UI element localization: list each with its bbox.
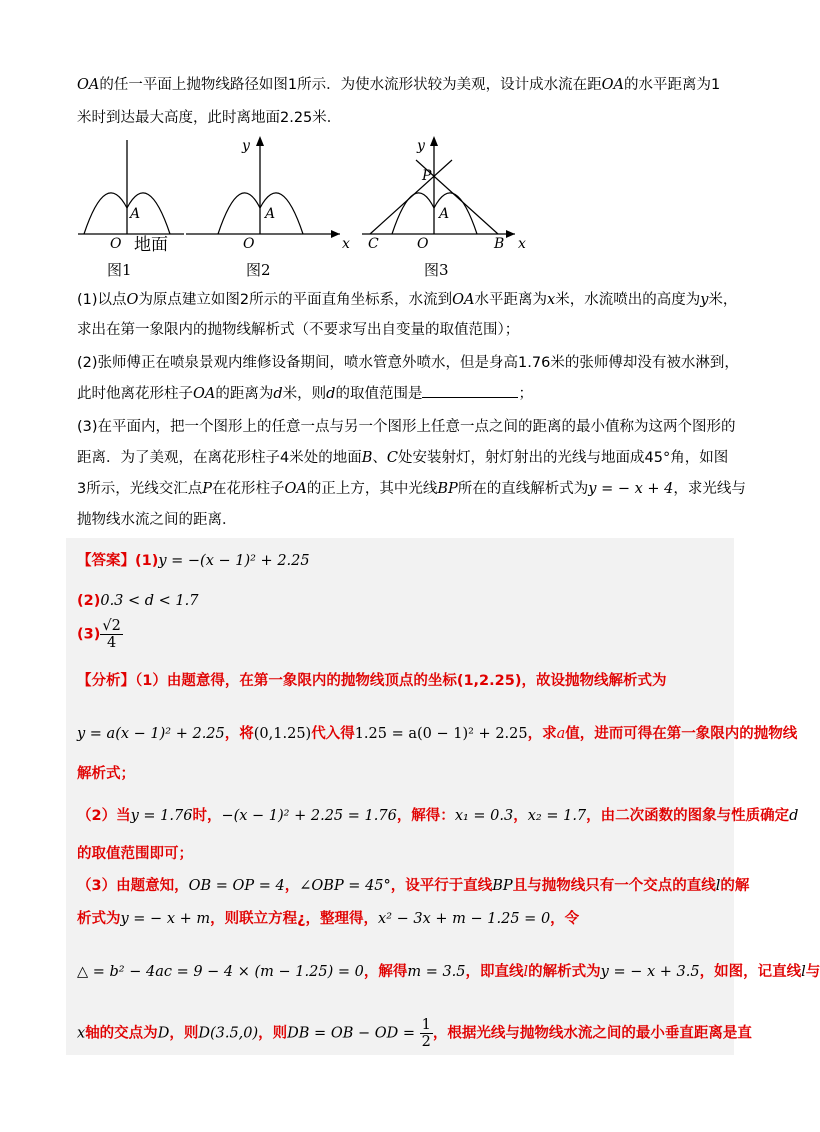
figure-1: [78, 140, 184, 279]
math-OA: OA: [77, 77, 100, 93]
label-O: O: [417, 236, 429, 252]
math: d: [273, 386, 283, 402]
fig3-caption: 图3: [424, 261, 449, 279]
text: ，则: [169, 1025, 199, 1042]
label-y: y: [242, 138, 250, 154]
text: ；: [518, 386, 533, 402]
q1-line-1: [77, 289, 737, 311]
text: ，将: [224, 726, 254, 742]
text: ，根据光线与抛物线水流之间的最小垂直距离是直: [432, 1025, 752, 1042]
math: C: [386, 450, 398, 466]
math: x: [77, 1025, 86, 1042]
text: 3所示，光线交汇点: [77, 481, 203, 497]
math: y = − x + m: [120, 911, 211, 927]
intro-line-1: [77, 74, 720, 96]
text: 在花形柱子: [212, 481, 285, 497]
figure-2: [186, 136, 350, 279]
text: 为原点建立如图2所示的平面直角坐标系，水流到: [138, 292, 453, 308]
text: 此时他离花形柱子: [77, 386, 193, 402]
answer-blank: [422, 383, 518, 398]
math: B: [361, 450, 373, 466]
label: (3): [77, 626, 101, 643]
text: ，解得: [363, 964, 408, 980]
text: 析式为: [77, 911, 121, 927]
analysis-p3-line-2: [77, 908, 579, 930]
analysis-p3-line-1: [77, 875, 749, 897]
text: ，求光线与: [673, 481, 746, 497]
text: 的正上方，其中光线: [306, 481, 438, 497]
numerator: √2: [102, 618, 121, 634]
text: （3）由题意知，: [77, 878, 189, 894]
label-ground: 地面: [134, 235, 168, 255]
math: d: [326, 386, 336, 402]
label-O: O: [110, 236, 122, 252]
text: 代入得: [311, 726, 355, 742]
math: x² − 3x + m − 1.25 = 0: [378, 911, 551, 927]
answer-1: [77, 550, 310, 572]
label-O: O: [243, 236, 255, 252]
math: OA: [284, 481, 307, 497]
math: y: [700, 292, 709, 308]
q3-line-1: (3)在平面内，把一个图形上的任意一点与另一个图形上任意一点之间的距离的最小值称为这两个图形的: [77, 419, 736, 435]
fraction-half: [420, 1017, 433, 1050]
math: ∠OBP = 45°: [299, 878, 391, 894]
label-x: x: [518, 236, 526, 252]
figure-3: [362, 136, 526, 279]
label-B: B: [494, 236, 505, 252]
analysis-p1-line-3: 解析式；: [77, 766, 135, 782]
math: d: [789, 808, 799, 824]
analysis-p3-line-3: [77, 961, 820, 983]
text: 、: [372, 450, 387, 466]
label-A: A: [439, 206, 450, 222]
text: 与: [805, 964, 820, 980]
math: y = − x + 3.5: [600, 964, 700, 980]
math-OA: OA: [601, 77, 624, 93]
label: (2): [77, 593, 101, 609]
text: （2）当: [77, 808, 131, 824]
math: BP: [437, 481, 458, 497]
math: DB = OB − OD =: [287, 1025, 420, 1042]
analysis-p2-line-1: [77, 805, 798, 827]
answer-3: [77, 618, 123, 651]
text: 处安装射灯，射灯射出的光线与地面成45°角，如图: [398, 450, 729, 466]
math: −(x − 1)² + 2.25 = 1.76: [221, 808, 397, 824]
math: y = a(x − 1)² + 2.25: [77, 726, 225, 742]
math: y = 1.76: [130, 808, 193, 824]
intro-line-2: 米时到达最大高度，此时离地面2.25米．: [77, 110, 342, 126]
text: ，则: [258, 1025, 288, 1042]
text: ，: [513, 808, 528, 824]
text: 米，则: [282, 386, 327, 402]
answer-tag: 【答案】: [77, 553, 135, 569]
figure-diagrams: [70, 130, 540, 280]
fig2-caption: 图2: [246, 261, 271, 279]
text: 的取值范围是: [335, 386, 423, 402]
math: l: [523, 964, 529, 980]
fig1-caption: 图1: [107, 261, 132, 279]
text: ，设平行于直线: [390, 878, 493, 894]
text: 轴的交点为: [85, 1025, 158, 1042]
label-A: A: [130, 206, 141, 222]
answer-2-math: 0.3 < d < 1.7: [100, 593, 199, 609]
text: 的解: [720, 878, 750, 894]
label-C: C: [368, 236, 379, 252]
answer-1-math: y = −(x − 1)² + 2.25: [158, 553, 310, 569]
text: ，求: [527, 726, 557, 742]
text: ，则联立方程¿，整理得，: [210, 911, 379, 927]
text: ，: [284, 878, 300, 894]
analysis-p1-line-2: [77, 723, 797, 745]
text: （1）由题意得，在第一象限内的抛物线顶点的坐标(1,2.25)，故设抛物线解析式为: [135, 673, 667, 689]
text: 且与抛物线只有一个交点的直线: [512, 878, 716, 894]
q1-line-2: 求出在第一象限内的抛物线解析式（不要求写出自变量的取值范围）；: [77, 322, 520, 338]
math: O: [126, 292, 139, 308]
math: △ = b² − 4ac = 9 − 4 × (m − 1.25) = 0: [77, 964, 364, 980]
text: ，即直线: [465, 964, 524, 980]
q3-line-2: [77, 447, 728, 469]
text: 米，水流喷出的高度为: [555, 292, 701, 308]
label: (1): [135, 553, 159, 569]
math: 1.25 = a(0 − 1)² + 2.25: [354, 726, 528, 742]
math: x₂ = 1.7: [527, 808, 587, 824]
text: (1)以点: [77, 292, 127, 308]
q2-line-2: [77, 383, 533, 405]
text: ，令: [550, 911, 580, 927]
math: (0,1.25): [253, 726, 312, 742]
text: 的任一平面上抛物线路径如图1所示．为使水流形状较为美观，设计成水流在距: [99, 77, 602, 93]
text: 的解析式为: [528, 964, 601, 980]
math: x₁ = 0.3: [454, 808, 514, 824]
text: ，如图，记直线: [699, 964, 802, 980]
text: 值，进而可得在第一象限内的抛物线: [565, 726, 798, 742]
denominator: 2: [421, 1034, 431, 1050]
q3-line-4: 抛物线水流之间的距离．: [77, 512, 237, 528]
answer-3-fraction: [100, 618, 122, 651]
analysis-p1-line-1: [77, 670, 666, 692]
denominator: 4: [106, 635, 117, 651]
label-y: y: [417, 138, 425, 154]
math: OA: [193, 386, 216, 402]
q2-line-1: (2)张师傅正在喷泉景观内维修设备期间，喷水管意外喷水，但是身高1.76米的张师傅却没有被水淋到，: [77, 355, 739, 371]
label-P: P: [422, 168, 432, 184]
text: 的距离为: [215, 386, 274, 402]
analysis-p2-line-2: 的取值范围即可；: [77, 846, 193, 862]
math: x: [547, 292, 556, 308]
math: OA: [452, 292, 475, 308]
math: a: [556, 726, 566, 742]
math: y = − x + 4: [588, 481, 674, 497]
text: ，解得：: [396, 808, 455, 824]
text: 时，: [192, 808, 222, 824]
analysis-tag: 【分析】: [77, 673, 135, 689]
q3-line-3: [77, 478, 746, 500]
math: D(3.5,0): [198, 1025, 259, 1042]
text: 所在的直线解析式为: [457, 481, 589, 497]
label-x: x: [342, 236, 350, 252]
math: OB = OP = 4: [188, 878, 285, 894]
math: BP: [492, 878, 513, 894]
math: l: [715, 878, 721, 894]
text: ，由二次函数的图象与性质确定: [586, 808, 790, 824]
answer-2: [77, 590, 198, 612]
text: 水平距离为: [474, 292, 548, 308]
label-A: A: [265, 206, 276, 222]
math: P: [202, 481, 212, 497]
numerator: 1: [421, 1017, 431, 1033]
math: l: [801, 964, 806, 980]
analysis-p3-line-4: [77, 1017, 752, 1050]
text: 距离．为了美观，在离花形柱子4米处的地面: [77, 450, 362, 466]
math: m = 3.5: [407, 964, 466, 980]
math: D: [157, 1025, 170, 1042]
text: 米，: [708, 292, 738, 308]
text: 的水平距离为1: [623, 77, 721, 93]
